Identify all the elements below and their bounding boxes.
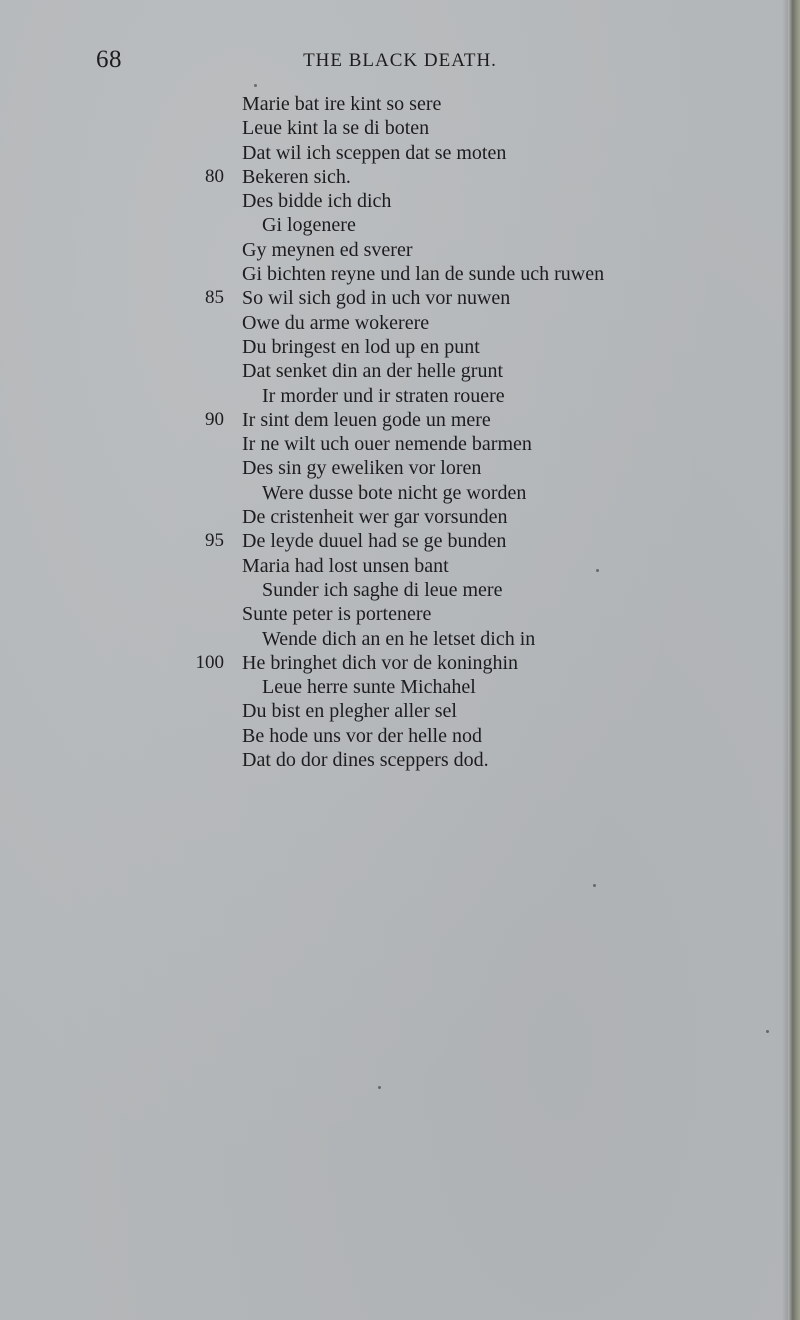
line-text: Ir sint dem leuen gode un mere <box>242 408 491 431</box>
poem-line <box>0 554 790 578</box>
poem-line <box>0 262 790 286</box>
line-text: De leyde duuel had se ge bunden <box>242 530 507 553</box>
line-text: Ir morder und ir straten rouere <box>262 384 505 407</box>
poem-line <box>0 286 790 310</box>
line-text: He bringhet dich vor de koninghin <box>242 651 519 674</box>
line-text: Sunder ich saghe di leue mere <box>262 578 503 601</box>
poem-line <box>0 529 790 553</box>
poem-line <box>0 627 790 651</box>
poem-line <box>0 384 790 408</box>
poem-line <box>0 408 790 432</box>
line-text: Were dusse bote nicht ge worden <box>262 481 527 504</box>
line-number: 95 <box>205 530 224 552</box>
speck <box>593 884 596 887</box>
line-text: Des sin gy eweliken vor loren <box>242 457 482 480</box>
poem-line <box>0 748 790 772</box>
running-head: THE BLACK DEATH. <box>303 50 497 71</box>
speck <box>378 1086 381 1089</box>
poem-line <box>0 481 790 505</box>
line-text: Leue herre sunte Michahel <box>262 676 476 699</box>
poem-line <box>0 116 790 140</box>
line-text: Leue kint la se di boten <box>242 117 430 140</box>
line-text: Owe du arme wokerere <box>242 311 430 334</box>
poem-line <box>0 213 790 237</box>
poem-line <box>0 432 790 456</box>
line-text: Marie bat ire kint so sere <box>242 93 442 115</box>
poem-line <box>0 651 790 675</box>
poem-line <box>0 602 790 626</box>
poem-line <box>0 238 790 262</box>
poem-line <box>0 359 790 383</box>
line-text: Du bringest en lod up en punt <box>242 335 480 358</box>
line-number: 100 <box>195 651 224 673</box>
poem-line <box>0 505 790 529</box>
line-number: 90 <box>205 408 224 430</box>
line-text: Maria had lost unsen bant <box>242 554 449 577</box>
line-text: Sunte peter is portenere <box>242 603 432 626</box>
poem-body <box>0 92 790 772</box>
line-text: Dat do dor dines sceppers dod. <box>242 749 489 772</box>
speck <box>766 1030 769 1033</box>
poem-line <box>0 578 790 602</box>
line-text: Du bist en plegher aller sel <box>242 700 457 723</box>
poem-line <box>0 456 790 480</box>
line-text: Gy meynen ed sverer <box>242 238 413 261</box>
line-text: De cristenheit wer gar vorsunden <box>242 506 508 529</box>
line-text: Wende dich an en he letset dich in <box>262 627 536 650</box>
poem-line <box>0 311 790 335</box>
line-text: Bekeren sich. <box>242 165 351 188</box>
line-number: 80 <box>205 165 224 187</box>
line-text: Dat senket din an der helle grunt <box>242 360 504 383</box>
line-text: Dat wil ich sceppen dat se moten <box>242 141 507 164</box>
line-text: So wil sich god in uch vor nuwen <box>242 287 511 310</box>
line-text: Des bidde ich dich <box>242 190 392 213</box>
line-number: 85 <box>205 287 224 309</box>
poem-line <box>0 335 790 359</box>
poem-line <box>0 189 790 213</box>
line-text: Gi bichten reyne und lan de sunde uch ruwen <box>242 263 605 286</box>
page-number: 68 <box>96 46 122 73</box>
poem-line <box>0 141 790 165</box>
line-text: Gi logenere <box>262 214 356 237</box>
poem-line <box>0 675 790 699</box>
poem-line <box>0 92 790 116</box>
poem-line <box>0 699 790 723</box>
speck <box>596 569 599 572</box>
line-text: Ir ne wilt uch ouer nemende barmen <box>242 433 532 456</box>
poem-line <box>0 165 790 189</box>
speck <box>254 84 257 87</box>
line-text: Be hode uns vor der helle nod <box>242 724 482 747</box>
poem-line <box>0 724 790 748</box>
